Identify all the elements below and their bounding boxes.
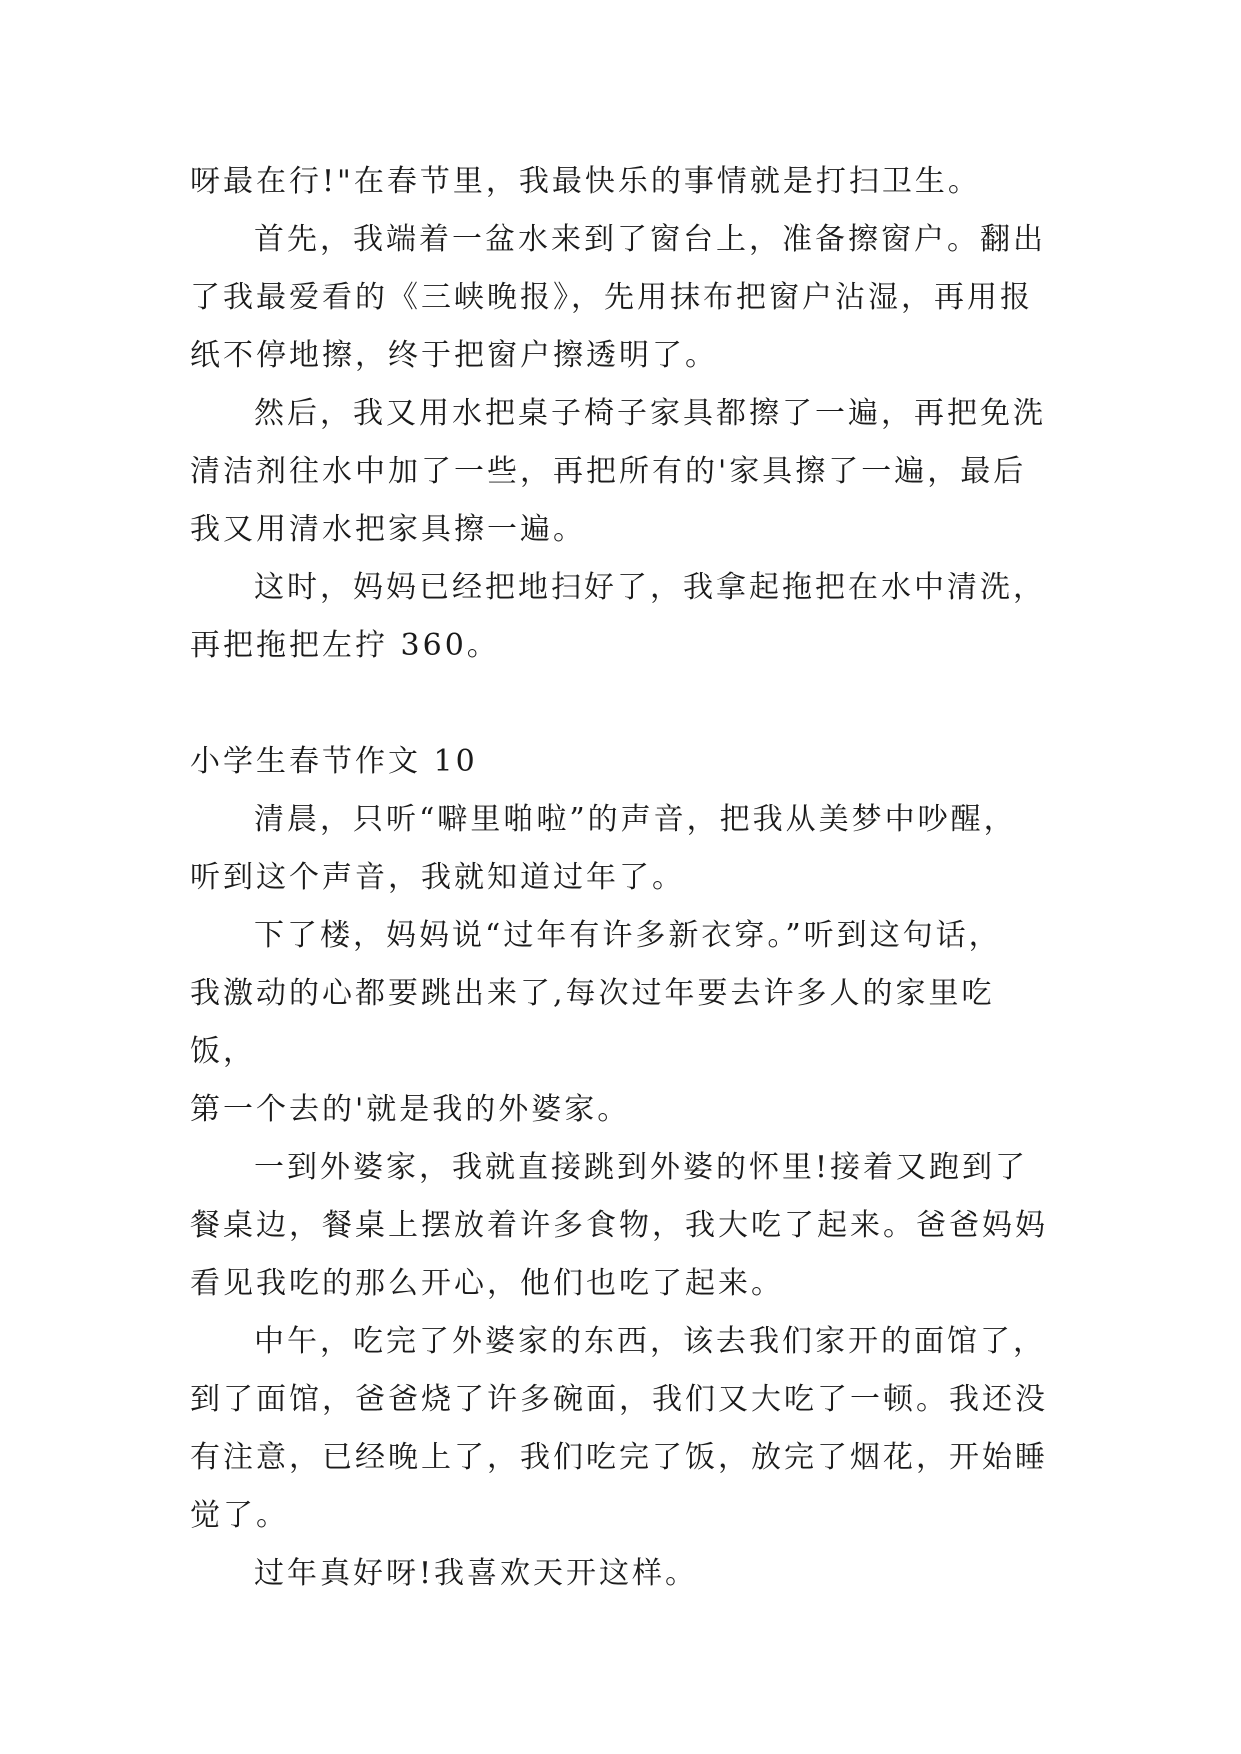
paragraph-closing: 过年真好呀!我喜欢天开这样。	[254, 1556, 699, 1591]
section-title: 小学生春节作文 10	[190, 744, 478, 779]
paragraph-mop: 这时，妈妈已经把地扫好了，我拿起拖把在水中清洗， 再把拖把左拧 360。	[190, 570, 1046, 663]
paragraph-wipe-furniture: 然后，我又用水把桌子椅子家具都擦了一遍，再把免洗 清洁剂往水中加了一些，再把所有的'家具擦了一遍，最后 我又用清水把家具擦一遍。	[190, 396, 1046, 547]
paragraph-noodle-shop: 中午，吃完了外婆家的东西，该去我们家开的面馆了， 到了面馆，爸爸烧了许多碗面，我们又大吃了一顿。我还没 有注意，已经晚上了，我们吃完了饭，放完了烟花，开始睡 觉了。	[190, 1324, 1048, 1533]
paragraph-continuation: 呀最在行!"在春节里，我最快乐的事情就是打扫卫生。	[190, 164, 981, 199]
paragraph-wipe-windows: 首先，我端着一盆水来到了窗台上，准备擦窗户。翻出 了我最爱看的《三峡晚报》，先用抹布把窗户沾湿，再用报 纸不停地擦，终于把窗户擦透明了。	[190, 222, 1046, 373]
paragraph-morning: 清晨，只听“噼里啪啦”的声音，把我从美梦中吵醒， 听到这个声音，我就知道过年了。	[190, 802, 1017, 895]
paragraph-grandma-house: 一到外婆家，我就直接跳到外婆的怀里!接着又跑到了 餐桌边，餐桌上摆放着许多食物，我大吃了起来。爸爸妈妈 看见我吃的那么开心，他们也吃了起来。	[190, 1150, 1048, 1301]
paragraph-new-clothes: 下了楼，妈妈说“过年有许多新衣穿。”听到这句话， 我激动的心都要跳出来了,每次过年要去许多人的家里吃饭， 第一个去的'就是我的外婆家。	[190, 918, 1002, 1127]
document-body	[190, 153, 1060, 1603]
